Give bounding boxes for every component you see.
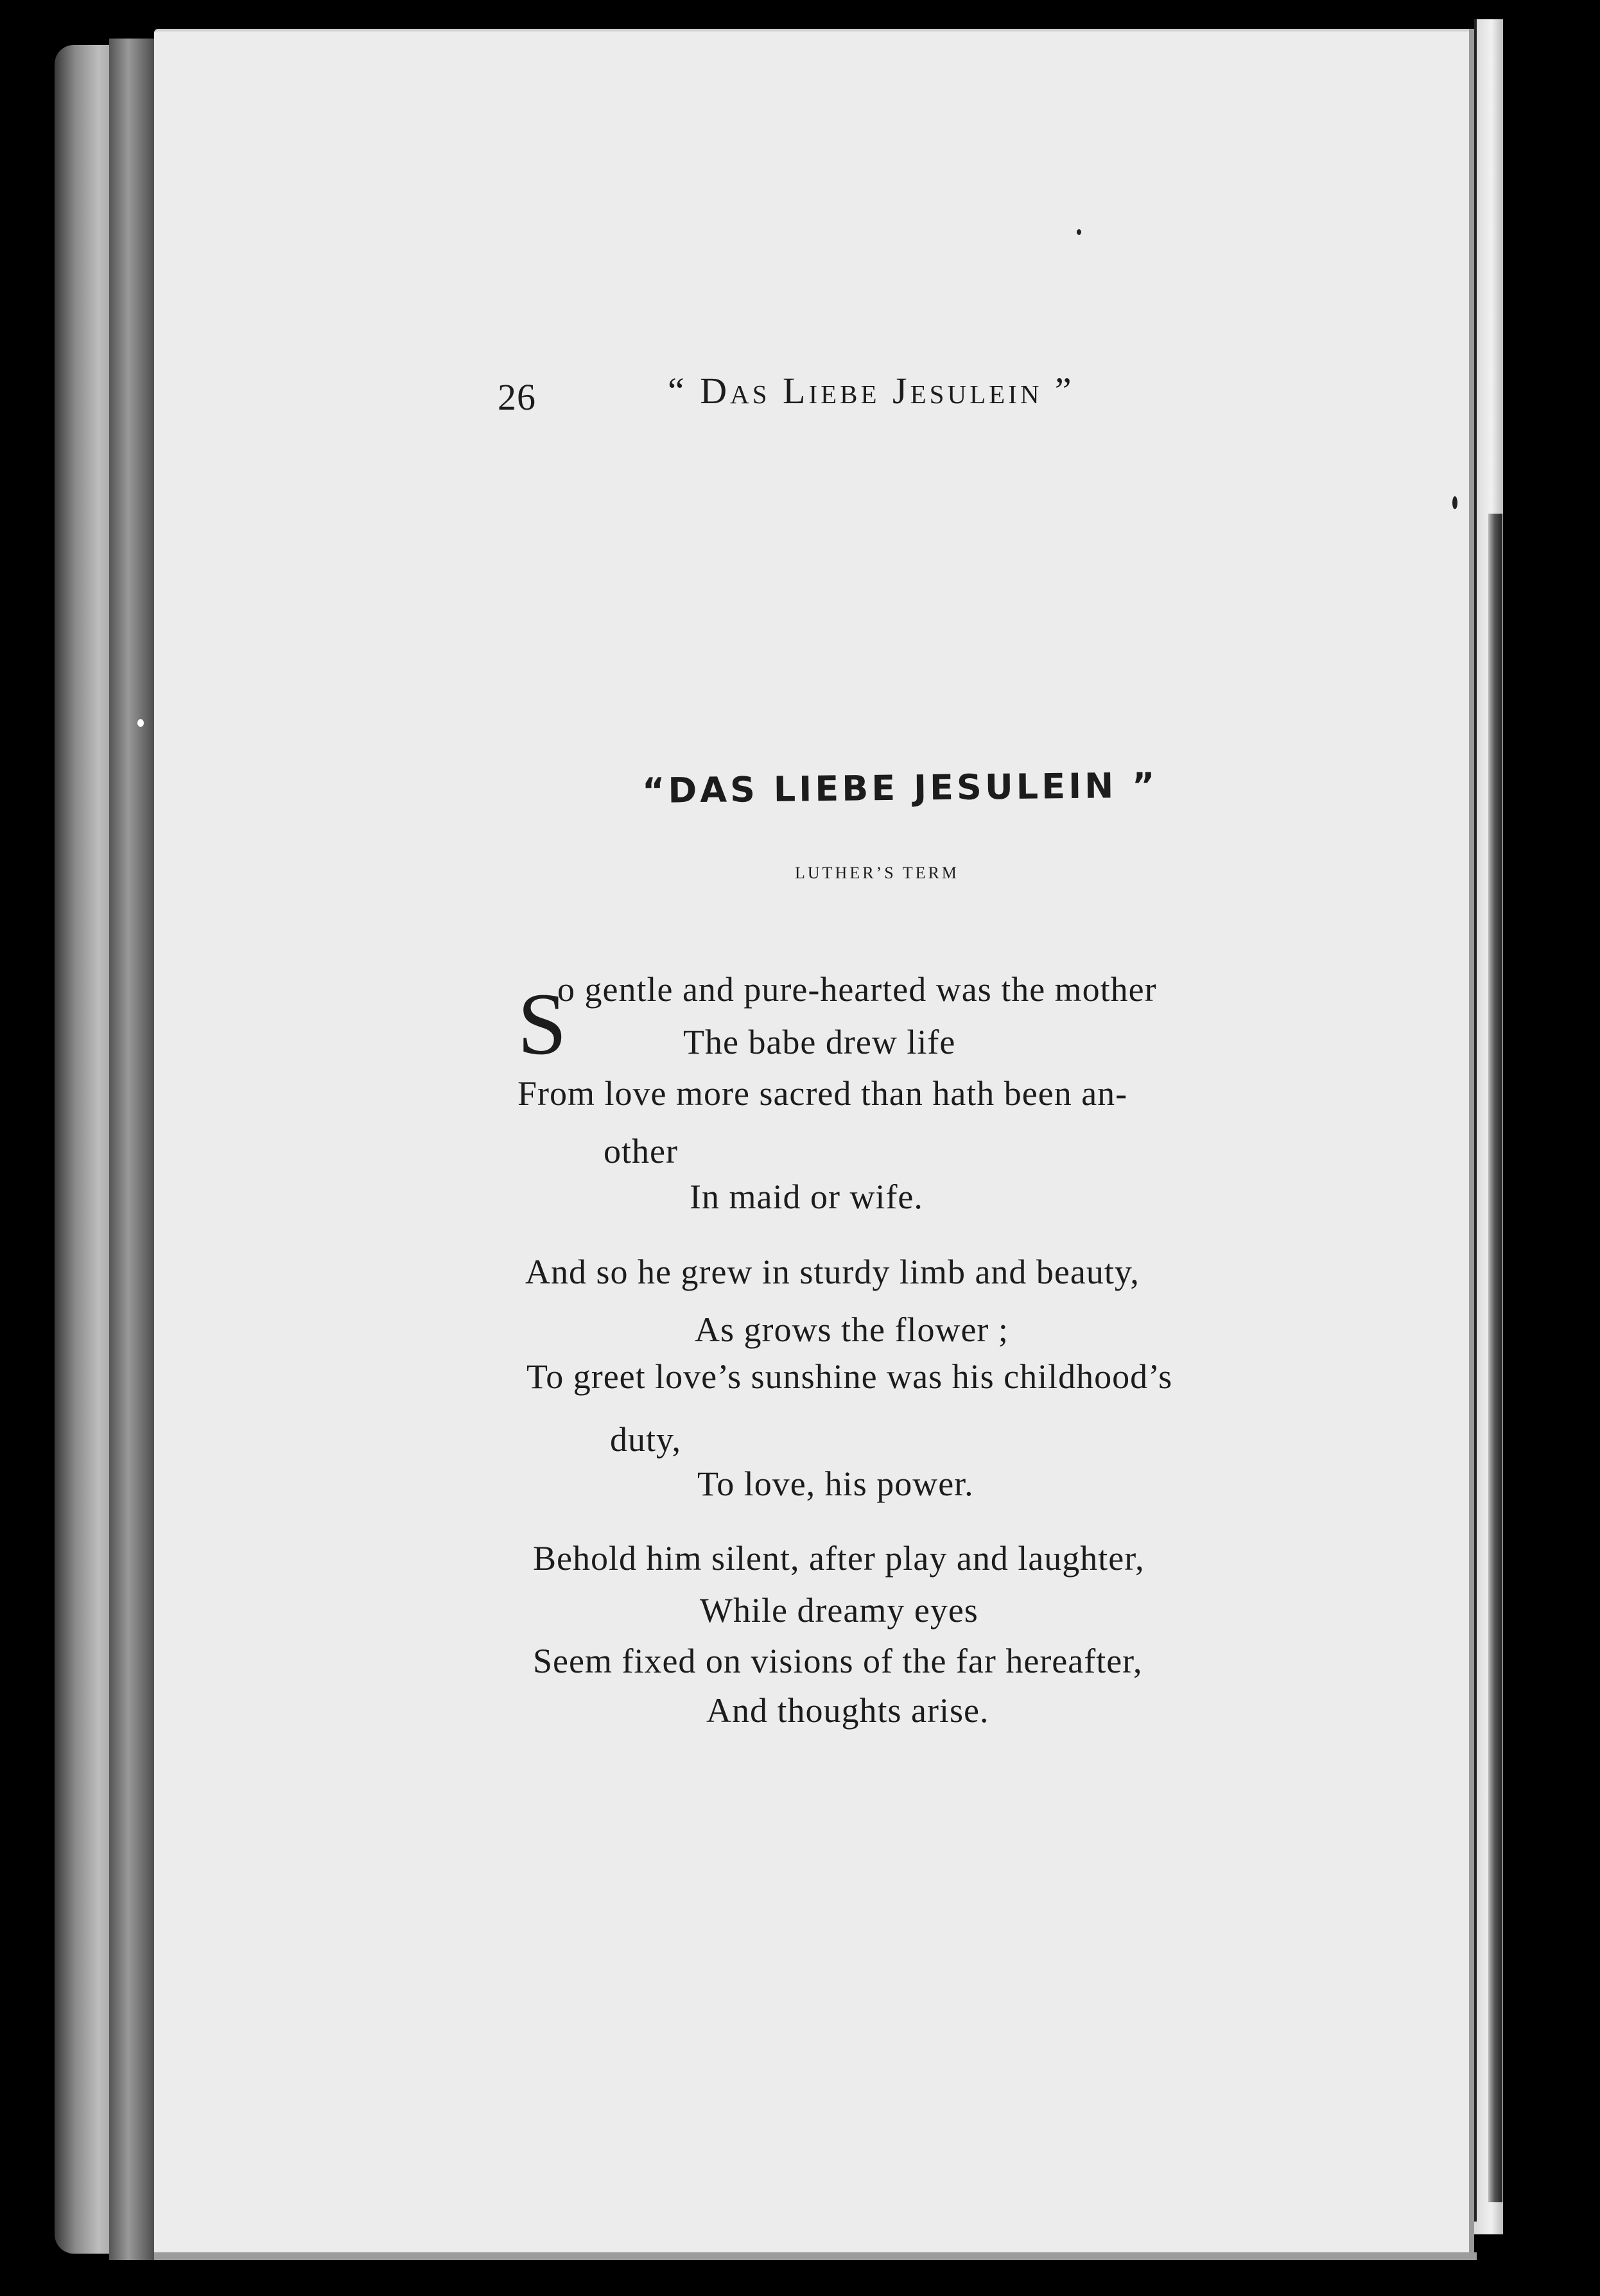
drop-cap: S: [517, 975, 567, 1073]
poem-line: As grows the flower ;: [695, 1310, 1009, 1349]
page-number: 26: [498, 376, 536, 418]
poem-title: “DAS LIEBE JESULEIN ”: [641, 765, 1158, 811]
poem-line: The babe drew life: [683, 1023, 956, 1061]
poem-line: o gentle and pure-hearted was the mother: [557, 970, 1157, 1009]
poem-subtitle: LUTHER’S TERM: [795, 864, 959, 882]
poem-line: To greet love’s sunshine was his childhood’s: [526, 1357, 1173, 1396]
running-head: “ Das Liebe Jesulein ”: [668, 370, 1075, 412]
poem-line: duty,: [610, 1420, 681, 1459]
poem-line: And so he grew in sturdy limb and beauty,: [525, 1253, 1140, 1291]
poem-line: In maid or wife.: [690, 1178, 923, 1216]
poem-line: Seem fixed on visions of the far hereafter,: [533, 1642, 1143, 1680]
poem-line: other: [604, 1132, 678, 1170]
poem-line: To love, his power.: [697, 1465, 974, 1503]
poem-line: And thoughts arise.: [706, 1691, 989, 1730]
poem-line: From love more sacred than hath been an-: [517, 1074, 1128, 1113]
poem-line: Behold him silent, after play and laughter,: [533, 1539, 1145, 1578]
poem-line: While dreamy eyes: [700, 1591, 978, 1630]
